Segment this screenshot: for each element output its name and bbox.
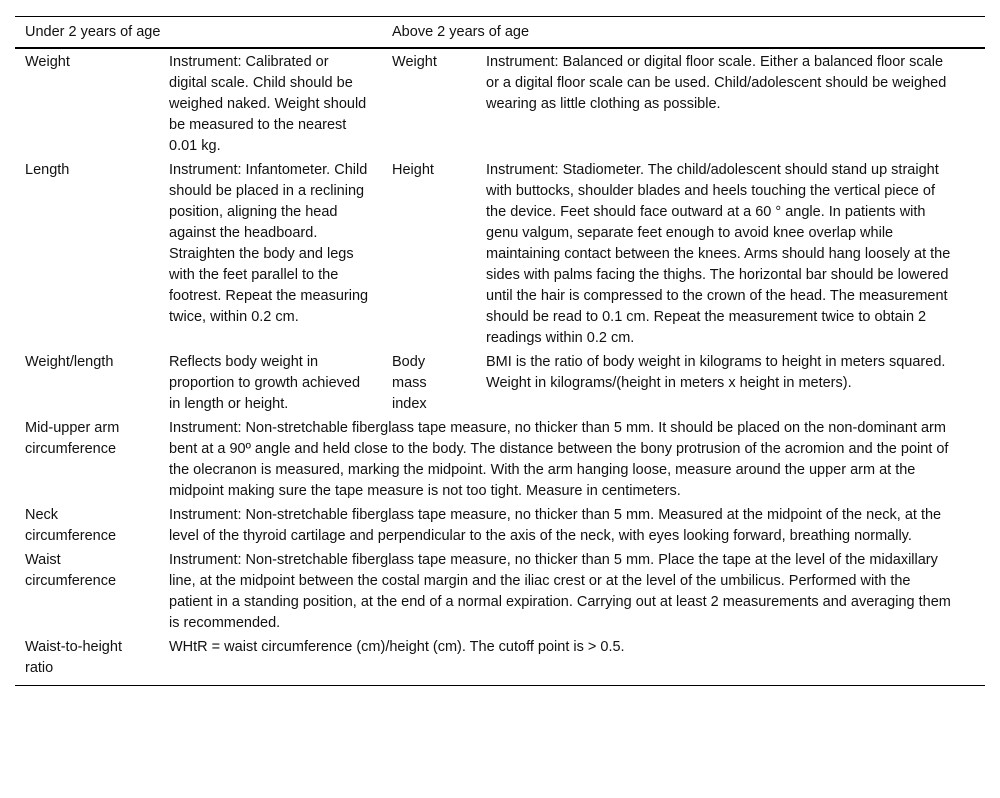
measure-label: Waist circumference bbox=[25, 552, 117, 589]
measure-label: Mid-upper arm circumference bbox=[25, 420, 120, 457]
measure-label: Weight/length bbox=[25, 354, 114, 370]
table-row bbox=[15, 48, 985, 159]
header-above-2: Above 2 years of age bbox=[392, 17, 985, 49]
measure-label: Length bbox=[25, 162, 70, 178]
measure-label: Weight bbox=[25, 54, 70, 70]
measure-label: Neck circumference bbox=[25, 507, 117, 544]
table-row bbox=[15, 351, 985, 417]
measure-description: Instrument: Balanced or digital floor scale. Either a balanced floor scale or a digital floor scale can be used. Child/adolescent should be weighed wearing as little clothing as possible. bbox=[486, 54, 947, 112]
header-row bbox=[15, 17, 985, 49]
measure-description: Instrument: Stadiometer. The child/adolescent should stand up straight with buttocks, shoulder blades and heels touching the vertical piece of the device. Feet should face outward at a 60 ° angle. In patients with genu valgum, separate feet enough to avoid knee overlap while maintaining contact between the knees. Arms should hang loosely at the sides with palms facing the thighs. The horizontal bar should be lowered until the hair is compressed to the crown of the head. The measurement should be read to 0.1 cm. Repeat the measurement twice to obtain 2 readings within 0.2 cm. bbox=[486, 162, 951, 346]
measure-description: Instrument: Non-stretchable fiberglass tape measure, no thicker than 5 mm. Place the tape at the level of the midaxillary line, at the midpoint between the costal margin and the iliac crest or at the level of the umbilicus. Performed with the patient in a standing position, at the end of a normal expiration. Carrying out at least 2 measurements and averaging them is recommended. bbox=[169, 552, 951, 631]
table-row bbox=[15, 549, 985, 636]
measure-description: BMI is the ratio of body weight in kilograms to height in meters squared. Weight in kilograms/(height in meters x height in meters). bbox=[486, 354, 946, 391]
measure-label: Weight bbox=[392, 54, 437, 70]
measure-description: Instrument: Non-stretchable fiberglass tape measure, no thicker than 5 mm. It should be placed on the non-dominant arm bent at a 90º angle and held close to the body. The distance between the bony protrusion of the acromion and the point of the olecranon is measured, marking the midpoint. With the arm hanging loose, measure around the upper arm at the midpoint making sure the tape measure is not too tight. Measure in centimeters. bbox=[169, 420, 949, 499]
table-row bbox=[15, 504, 985, 549]
table-row bbox=[15, 417, 985, 504]
measure-label: Height bbox=[392, 162, 434, 178]
measure-label: Waist-to-height ratio bbox=[25, 639, 122, 676]
measure-label: Body mass index bbox=[392, 354, 427, 412]
measure-description: WHtR = waist circumference (cm)/height (cm). The cutoff point is > 0.5. bbox=[169, 639, 625, 655]
measure-description: Reflects body weight in proportion to growth achieved in length or height. bbox=[169, 354, 361, 412]
table-row bbox=[15, 159, 985, 351]
measure-description: Instrument: Non-stretchable fiberglass tape measure, no thicker than 5 mm. Measured at the midpoint of the neck, at the level of the thyroid cartilage and perpendicular to the axis of the neck, with eyes looking forward, breathing normally. bbox=[169, 507, 942, 544]
measure-description: Instrument: Calibrated or digital scale. Child should be weighed naked. Weight should be measured to the nearest 0.01 kg. bbox=[169, 54, 367, 154]
header-under-2: Under 2 years of age bbox=[15, 17, 392, 49]
measure-description: Instrument: Infantometer. Child should be placed in a reclining position, aligning the head against the headboard. Straighten the body and legs with the feet parallel to the footrest. Repeat the measuring twice, within 0.2 cm. bbox=[169, 162, 369, 325]
anthropometry-table bbox=[15, 16, 985, 686]
table-row bbox=[15, 636, 985, 686]
